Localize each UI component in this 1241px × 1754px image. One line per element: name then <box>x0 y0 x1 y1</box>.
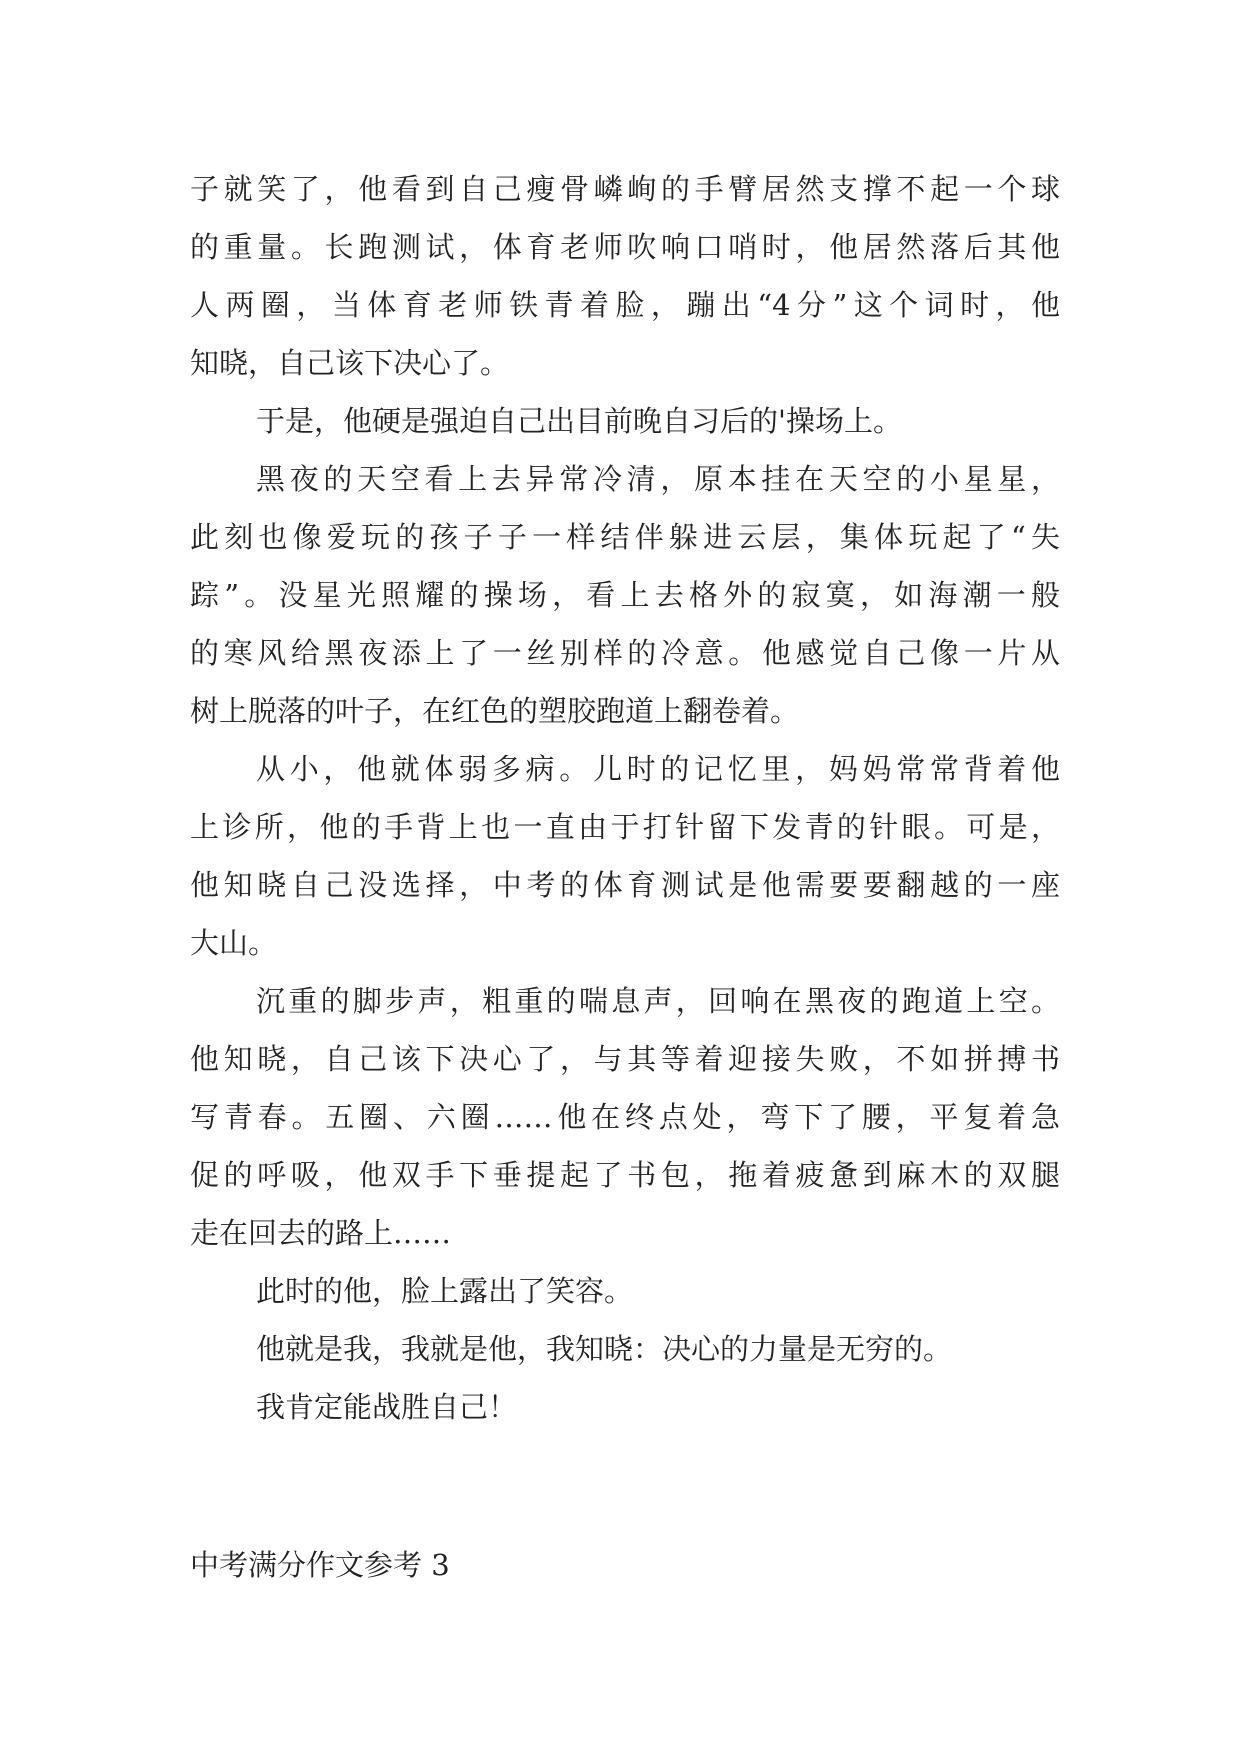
text-line: 此刻也像爱玩的孩子子一样结伴躲进云层，集体玩起了“失 <box>190 520 1060 554</box>
text-line: 他就是我，我就是他，我知晓：决心的力量是无穷的。 <box>256 1332 953 1366</box>
text-line: 大山。 <box>190 926 278 960</box>
document-body <box>190 160 1060 1594</box>
text-line: 黑夜的天空看上去异常冷清，原本挂在天空的小星星， <box>256 462 1060 496</box>
text-line: 踪”。没星光照耀的操场，看上去格外的寂寞，如海潮一般 <box>190 578 1060 612</box>
text-line: 他知晓自己没选择，中考的体育测试是他需要要翻越的一座 <box>190 868 1060 902</box>
paragraph <box>190 972 1060 1262</box>
text-line: 人两圈，当体育老师铁青着脸，蹦出“4分”这个词时，他 <box>190 288 1060 322</box>
text-line: 子就笑了，他看到自己瘦骨嶙峋的手臂居然支撑不起一个球 <box>190 172 1060 206</box>
paragraph <box>190 740 1060 972</box>
text-line: 他知晓，自己该下决心了，与其等着迎接失败，不如拼搏书 <box>190 1042 1060 1076</box>
section-heading: 中考满分作文参考 3 <box>190 1548 450 1582</box>
text-line: 的重量。长跑测试，体育老师吹响口哨时，他居然落后其他 <box>190 230 1060 264</box>
text-line: 知晓，自己该下决心了。 <box>190 346 510 380</box>
text-line: 写青春。五圈、六圈……他在终点处，弯下了腰，平复着急 <box>190 1100 1060 1134</box>
text-line: 我肯定能战胜自己！ <box>256 1390 518 1424</box>
text-line: 促的呼吸，他双手下垂提起了书包，拖着疲惫到麻木的双腿 <box>190 1158 1060 1192</box>
paragraph <box>190 1262 1060 1320</box>
text-line: 沉重的脚步声，粗重的喘息声，回响在黑夜的跑道上空。 <box>256 984 1060 1018</box>
paragraph <box>190 160 1060 392</box>
paragraph <box>190 450 1060 740</box>
paragraph <box>190 1378 1060 1436</box>
section-spacer <box>190 1436 1060 1536</box>
text-line: 此时的他，脸上露出了笑容。 <box>256 1274 634 1308</box>
text-line: 的寒风给黑夜添上了一丝别样的冷意。他感觉自己像一片从 <box>190 636 1060 670</box>
paragraph <box>190 1320 1060 1378</box>
text-line: 上诊所，他的手背上也一直由于打针留下发青的针眼。可是， <box>190 810 1060 844</box>
text-line: 走在回去的路上…… <box>190 1216 452 1250</box>
text-line: 树上脱落的叶子，在红色的塑胶跑道上翻卷着。 <box>190 694 800 728</box>
text-line: 从小，他就体弱多病。儿时的记忆里，妈妈常常背着他 <box>256 752 1060 786</box>
text-line: 于是，他硬是强迫自己出目前晚自习后的'操场上。 <box>256 404 902 438</box>
paragraph <box>190 392 1060 450</box>
